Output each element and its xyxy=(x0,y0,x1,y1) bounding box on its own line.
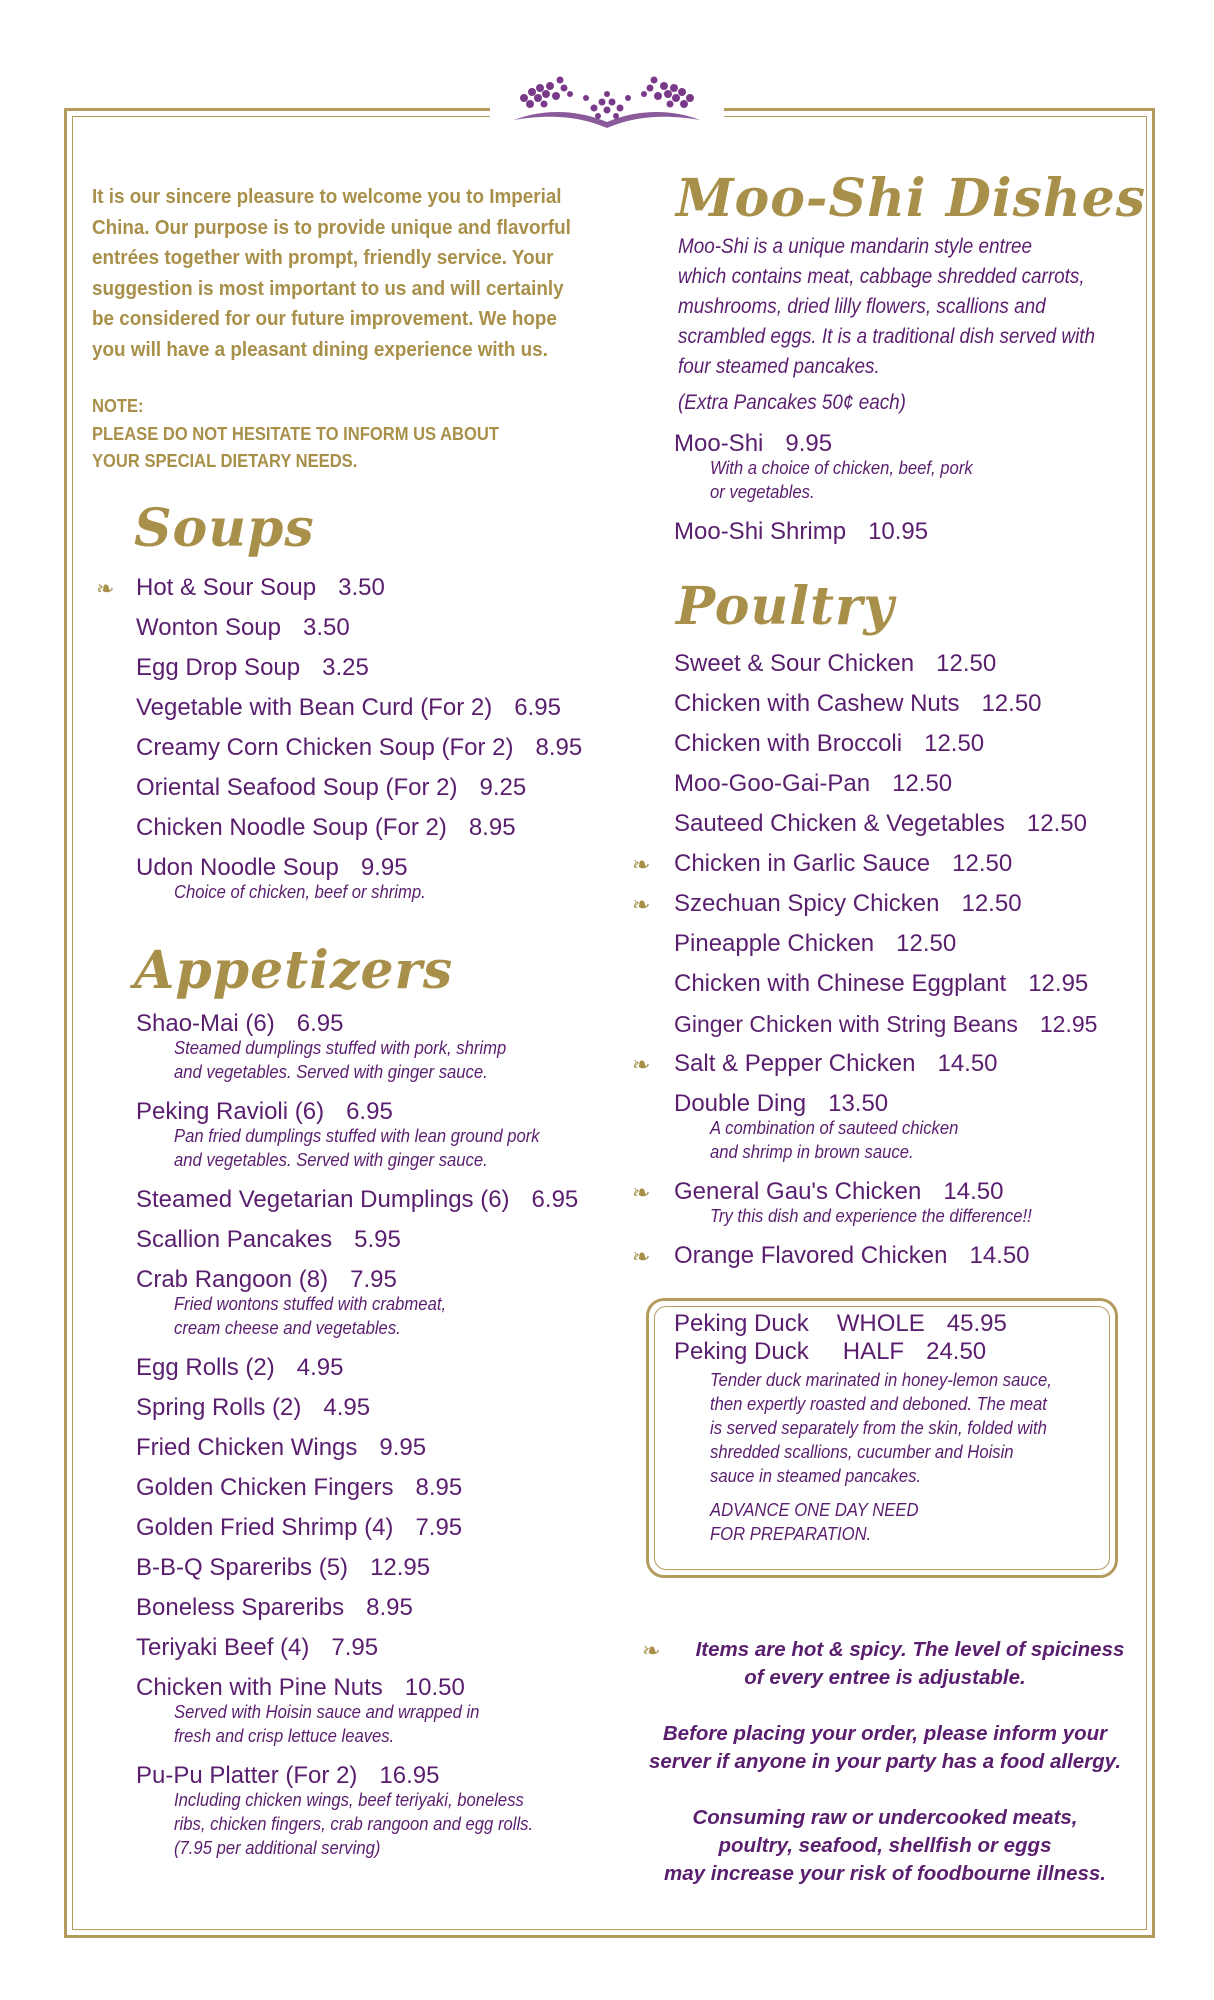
dietary-note xyxy=(92,393,607,476)
item-description: Fried wontons stuffed with crabmeat, xyxy=(174,1293,447,1314)
appetizers-heading: Appetizers xyxy=(134,940,454,1001)
allergy-note xyxy=(640,1720,1130,1776)
menu-item: Scallion Pancakes 5.95 xyxy=(136,1226,401,1253)
note-line: of every entree is adjustable. xyxy=(744,1666,1026,1689)
menu-item: General Gau's Chicken 14.50 xyxy=(674,1178,1004,1205)
item-description: Served with Hoisin sauce and wrapped in xyxy=(174,1701,480,1722)
menu-item: Fried Chicken Wings 9.95 xyxy=(136,1434,427,1461)
desc-line: which contains meat, cabbage shredded carrots, xyxy=(678,265,1085,288)
note-line: Items are hot & spicy. The level of spiciness xyxy=(695,1638,1125,1661)
item-description: Try this dish and experience the difference!! xyxy=(710,1205,1032,1226)
menu-item: Double Ding 13.50 xyxy=(674,1090,889,1117)
menu-item: Peking Ravioli (6) 6.95 xyxy=(136,1098,393,1125)
food-safety-warning xyxy=(640,1804,1130,1888)
spicy-note xyxy=(640,1636,1130,1692)
item-description: fresh and crisp lettuce leaves. xyxy=(174,1725,395,1746)
menu-item: Moo-Shi 9.95 xyxy=(674,430,833,457)
note-line: YOUR SPECIAL DIETARY NEEDS. xyxy=(92,451,358,471)
item-description: shredded scallions, cucumber and Hoisin xyxy=(710,1441,1014,1462)
menu-item: Vegetable with Bean Curd (For 2) 6.95 xyxy=(136,694,561,721)
extra-pancakes-note: (Extra Pancakes 50¢ each) xyxy=(678,391,906,414)
welcome-line: you will have a pleasant dining experience with us. xyxy=(92,337,548,361)
item-description: sauce in steamed pancakes. xyxy=(710,1465,922,1486)
menu-item: Golden Chicken Fingers 8.95 xyxy=(136,1474,463,1501)
mooshi-heading: Moo-Shi Dishes xyxy=(676,168,1147,229)
item-description: (7.95 per additional serving) xyxy=(174,1837,381,1858)
menu-item: Szechuan Spicy Chicken 12.50 xyxy=(674,890,1022,917)
hot-spicy-icon: ❧ xyxy=(632,852,651,877)
menu-item: Chicken with Chinese Eggplant 12.95 xyxy=(674,970,1089,997)
note-line: poultry, seafood, shellfish or eggs xyxy=(718,1834,1052,1857)
welcome-line: It is our sincere pleasure to welcome you to Imperial xyxy=(92,185,562,208)
welcome-line: China. Our purpose is to provide unique and flavorful xyxy=(92,215,571,239)
note-line: Consuming raw or undercooked meats, xyxy=(692,1806,1078,1829)
item-description: Steamed dumplings stuffed with pork, shrimp xyxy=(174,1037,507,1058)
menu-item: Steamed Vegetarian Dumplings (6) 6.95 xyxy=(136,1186,579,1213)
menu-item: Egg Rolls (2) 4.95 xyxy=(136,1354,344,1381)
hot-spicy-icon: ❧ xyxy=(632,1052,651,1077)
menu-item: Hot & Sour Soup 3.50 xyxy=(136,574,385,601)
soups-heading: Soups xyxy=(134,498,315,559)
item-description: With a choice of chicken, beef, pork xyxy=(710,457,973,478)
menu-item: Chicken with Broccoli 12.50 xyxy=(674,730,985,757)
note-line: Before placing your order, please inform your xyxy=(662,1722,1108,1745)
item-description: or vegetables. xyxy=(710,481,815,502)
menu-item: Shao-Mai (6) 6.95 xyxy=(136,1010,344,1037)
menu-item: Creamy Corn Chicken Soup (For 2) 8.95 xyxy=(136,734,583,761)
menu-item: B-B-Q Spareribs (5) 12.95 xyxy=(136,1554,431,1581)
menu-item: Chicken with Pine Nuts 10.50 xyxy=(136,1674,465,1701)
menu-item: Chicken in Garlic Sauce 12.50 xyxy=(674,850,1013,877)
item-description: and vegetables. Served with ginger sauce. xyxy=(174,1149,488,1170)
menu-item: Chicken with Cashew Nuts 12.50 xyxy=(674,690,1042,717)
hot-spicy-icon: ❧ xyxy=(632,892,651,917)
advance-notice: FOR PREPARATION. xyxy=(710,1523,872,1544)
menu-item: Orange Flavored Chicken 14.50 xyxy=(674,1242,1030,1269)
note-line: NOTE: xyxy=(92,396,144,416)
hot-spicy-icon: ❧ xyxy=(632,1180,651,1205)
menu-item: Boneless Spareribs 8.95 xyxy=(136,1594,413,1621)
advance-notice: ADVANCE ONE DAY NEED xyxy=(710,1499,919,1520)
item-description: is served separately from the skin, folded with xyxy=(710,1417,1047,1438)
menu-item: Pu-Pu Platter (For 2) 16.95 xyxy=(136,1762,440,1789)
desc-line: Moo-Shi is a unique mandarin style entree xyxy=(678,235,1033,258)
note-line: PLEASE DO NOT HESITATE TO INFORM US ABOUT xyxy=(92,423,499,444)
desc-line: scrambled eggs. It is a traditional dish served with xyxy=(678,325,1096,348)
menu-item: Golden Fried Shrimp (4) 7.95 xyxy=(136,1514,463,1541)
item-description: Pan fried dumplings stuffed with lean ground pork xyxy=(174,1125,540,1146)
item-description: cream cheese and vegetables. xyxy=(174,1317,401,1338)
item-description: and vegetables. Served with ginger sauce. xyxy=(174,1061,488,1082)
menu-item: Peking Duck WHOLE 45.95 xyxy=(674,1310,1007,1337)
menu-item: Egg Drop Soup 3.25 xyxy=(136,654,369,681)
item-description: Including chicken wings, beef teriyaki, boneless xyxy=(174,1789,524,1810)
note-line: may increase your risk of foodbourne illness. xyxy=(663,1862,1107,1885)
hot-spicy-icon: ❧ xyxy=(96,576,115,601)
hot-spicy-icon: ❧ xyxy=(632,1244,651,1269)
menu-item: Ginger Chicken with String Beans 12.95 xyxy=(674,1011,1098,1037)
menu-item: Pineapple Chicken 12.50 xyxy=(674,930,957,957)
item-description: and shrimp in brown sauce. xyxy=(710,1141,914,1162)
item-description: A combination of sauteed chicken xyxy=(710,1117,959,1138)
menu-item: Sweet & Sour Chicken 12.50 xyxy=(674,650,997,677)
menu-item: Wonton Soup 3.50 xyxy=(136,614,350,641)
menu-item: Sauteed Chicken & Vegetables 12.50 xyxy=(674,810,1087,837)
poultry-heading: Poultry xyxy=(676,576,895,637)
welcome-paragraph xyxy=(92,182,607,365)
item-description: then expertly roasted and deboned. The meat xyxy=(710,1393,1047,1414)
item-description: Choice of chicken, beef or shrimp. xyxy=(174,881,426,902)
menu-item: Teriyaki Beef (4) 7.95 xyxy=(136,1634,379,1661)
menu-item: Spring Rolls (2) 4.95 xyxy=(136,1394,371,1421)
item-description: Tender duck marinated in honey-lemon sauce, xyxy=(710,1369,1052,1390)
desc-line: four steamed pancakes. xyxy=(678,355,880,378)
menu-item: Chicken Noodle Soup (For 2) 8.95 xyxy=(136,814,516,841)
menu-item: Moo-Shi Shrimp 10.95 xyxy=(674,518,929,545)
hot-spicy-icon: ❧ xyxy=(642,1638,661,1663)
welcome-line: suggestion is most important to us and will certainly xyxy=(92,276,564,300)
item-description: ribs, chicken fingers, crab rangoon and egg rolls. xyxy=(174,1813,534,1834)
menu-item: Peking Duck HALF 24.50 xyxy=(674,1338,987,1365)
floral-ornament xyxy=(494,58,720,148)
menu-item: Moo-Goo-Gai-Pan 12.50 xyxy=(674,770,953,797)
mooshi-description xyxy=(678,232,1128,418)
welcome-line: be considered for our future improvement. We hope xyxy=(92,307,557,330)
note-line: server if anyone in your party has a food allergy. xyxy=(648,1750,1122,1773)
welcome-line: entrées together with prompt, friendly service. Your xyxy=(92,246,554,269)
menu-item: Salt & Pepper Chicken 14.50 xyxy=(674,1050,998,1077)
desc-line: mushrooms, dried lilly flowers, scallions and xyxy=(678,295,1046,318)
menu-item: Oriental Seafood Soup (For 2) 9.25 xyxy=(136,774,527,801)
menu-item: Udon Noodle Soup 9.95 xyxy=(136,854,408,881)
menu-item: Crab Rangoon (8) 7.95 xyxy=(136,1266,397,1293)
